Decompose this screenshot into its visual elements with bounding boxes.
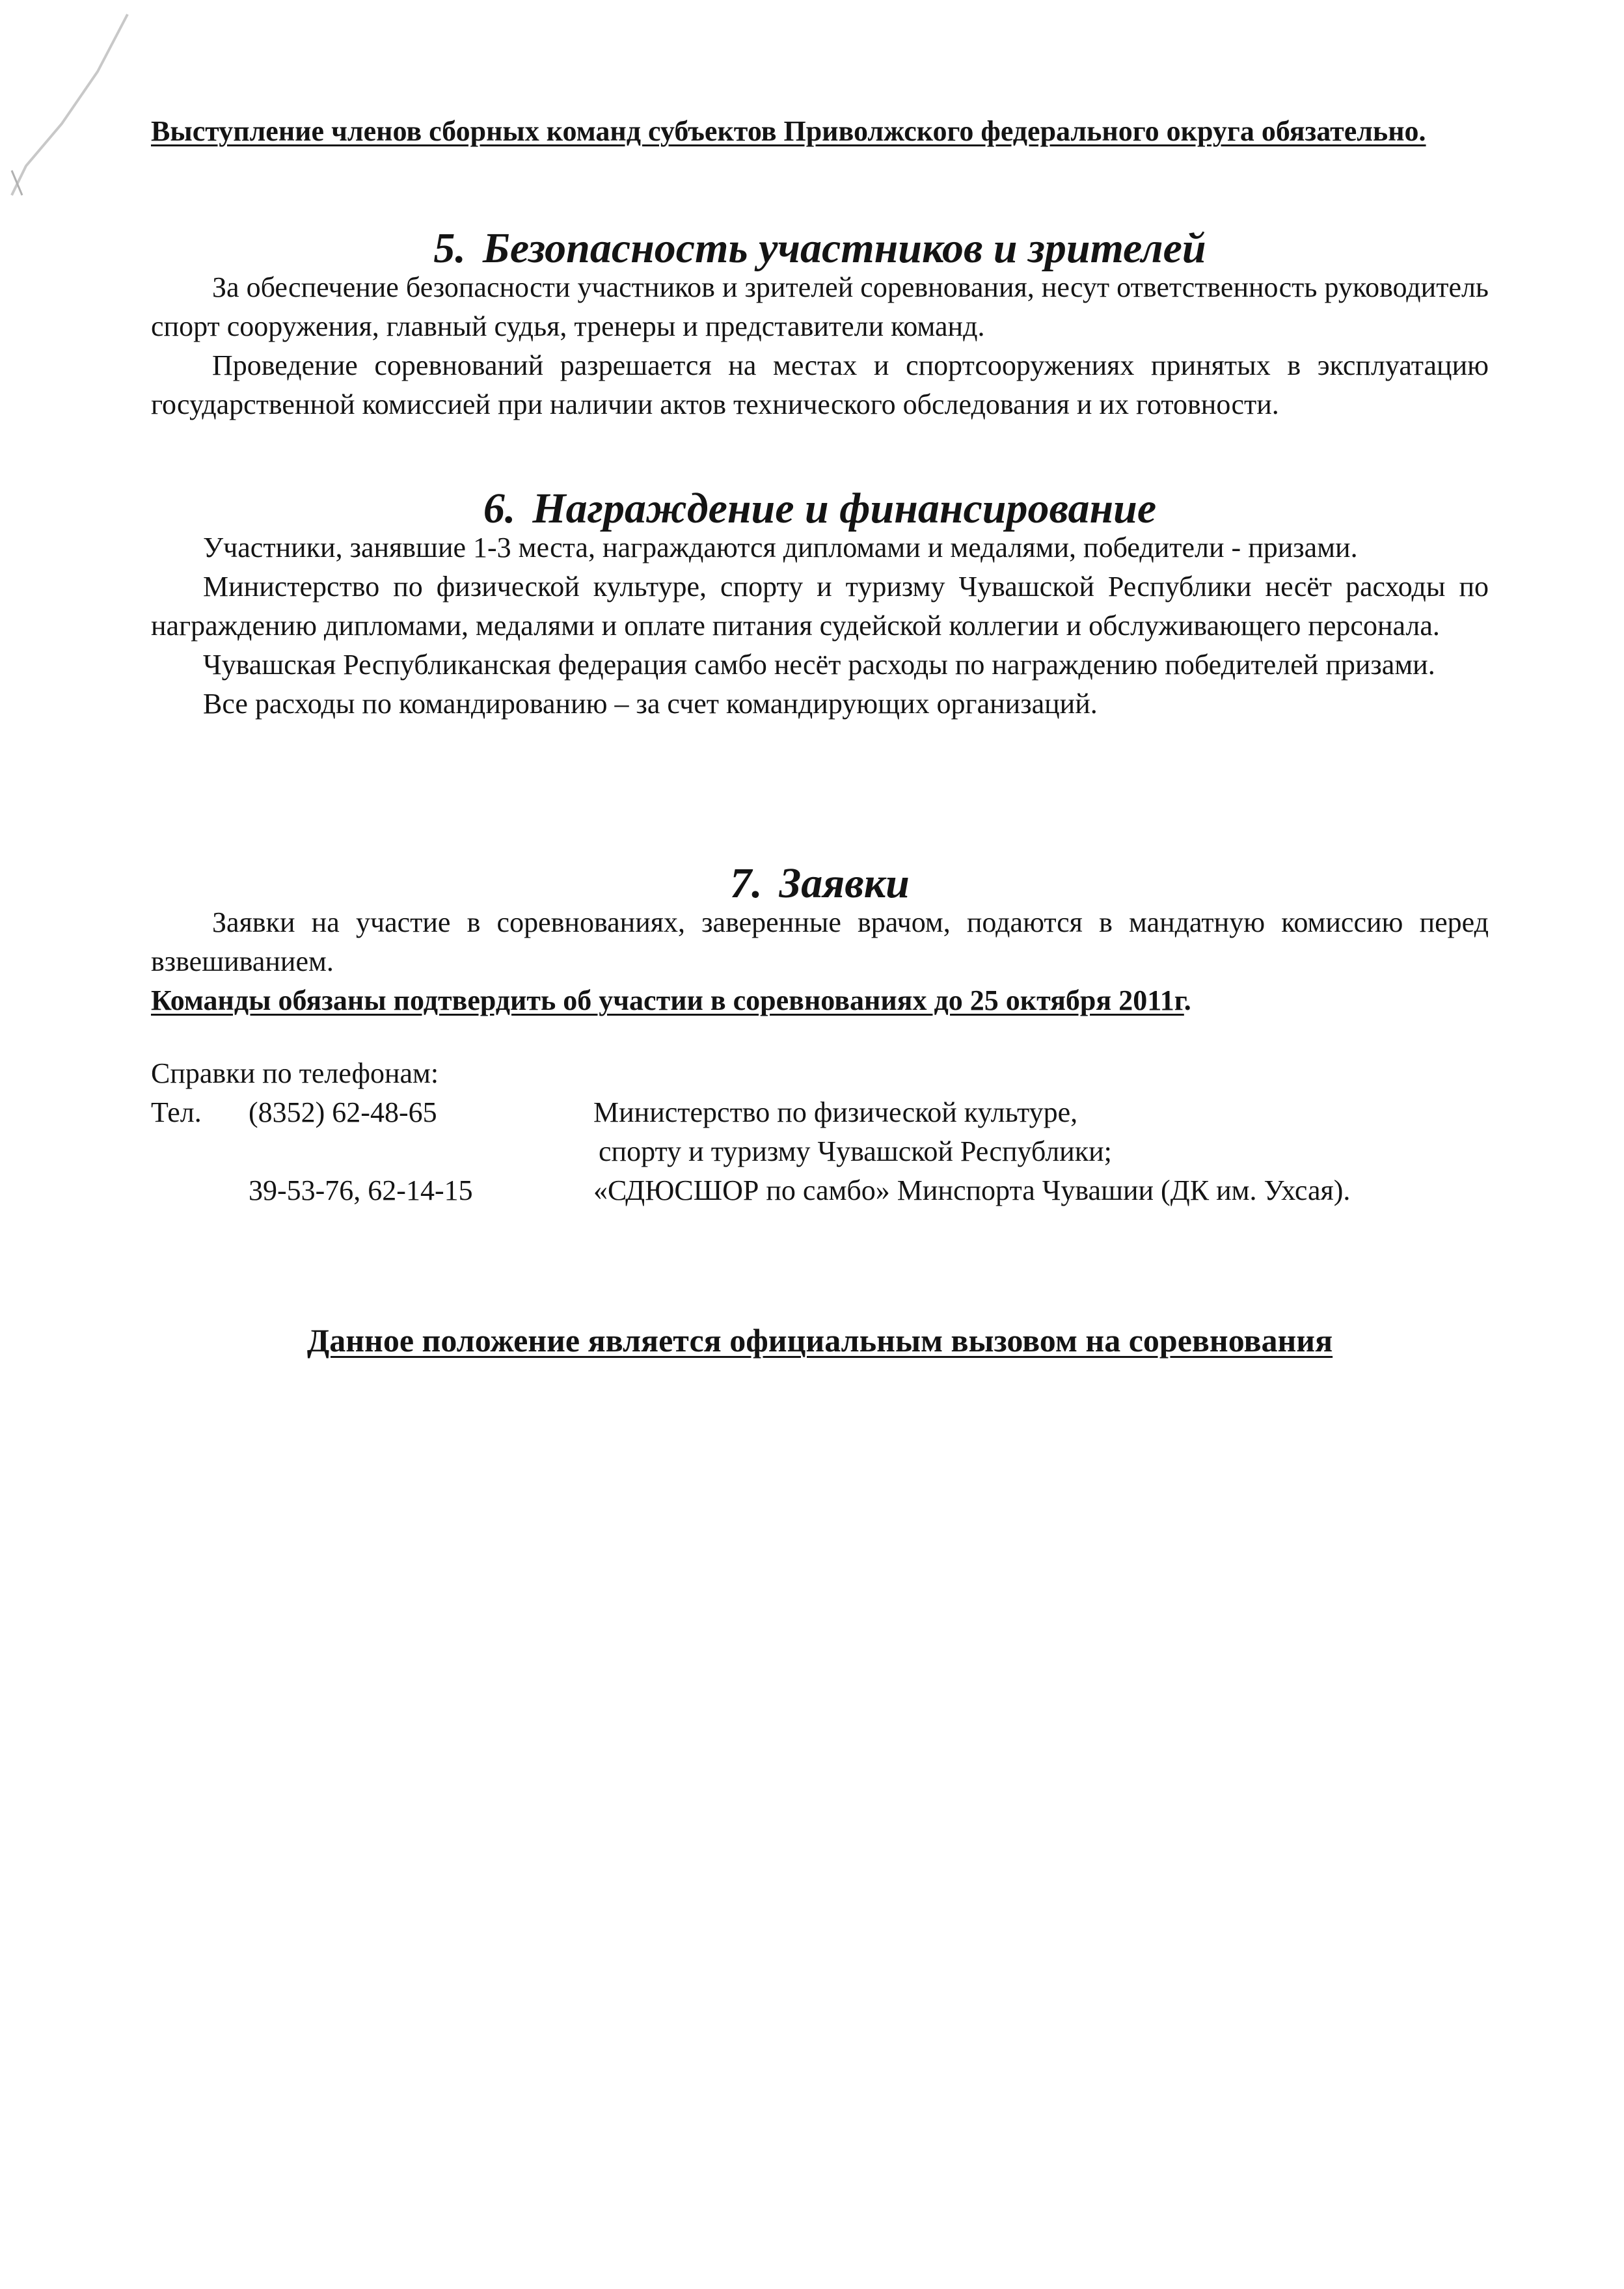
section-6-paragraph-4: Все расходы по командированию – за счет командирующих организаций. [203,688,1098,720]
scan-edge-mark [0,0,169,215]
confirmation-deadline-period: . [1184,984,1191,1016]
phone-2: 39-53-76, 62-14-15 [249,1174,473,1206]
contact-row-2 [151,1132,1489,1171]
section-5-title: Безопасность участников и зрителей [482,224,1206,272]
confirmation-deadline-text: Команды обязаны подтвердить об участии в соревнованиях до 25 октября 2011г [151,984,1184,1016]
section-6-title: Награждение и финансирование [532,485,1157,532]
official-call-statement: Данное положение является официальным вызовом на соревнования [306,1322,1333,1359]
section-7-heading [151,860,1489,907]
section-6-paragraph-3: Чувашская Республиканская федерация самбо несёт расходы по награждению победителей призами. [203,649,1435,681]
section-5-paragraph-1: За обеспечение безопасности участников и зрителей соревнования, несут ответственность руководитель спорт сооружения, главный судья, тренеры и представители команд. [151,271,1489,342]
closing-block [151,1321,1489,1360]
section-6-paragraph-2: Министерство по физической культуре, спорту и туризму Чувашской Республики несёт расходы по награждению дипломами, медалями и оплате питания судейской коллегии и обслуживающего персонала. [151,571,1489,642]
section-6-number: 6. [483,485,516,532]
org-1-line-2: спорту и туризму Чувашской Республики; [599,1135,1112,1167]
section-7-title: Заявки [779,860,910,907]
org-2: «СДЮСШОР по самбо» Минспорта Чувашии (ДК им. Ухсая). [593,1174,1351,1206]
section-5-paragraph-2: Проведение соревнований разрешается на местах и спортсооружениях принятых в эксплуатацию государственной комиссией при наличии актов технического обследования и их готовности. [151,349,1489,420]
section-6-paragraph-1: Участники, занявшие 1-3 места, награждаются дипломами и медалями, победители - призами. [203,532,1358,563]
section-6-heading [151,485,1489,532]
intro-block [151,112,1489,151]
section-7-number: 7. [730,860,763,907]
contact-row-3 [151,1171,1489,1210]
section-5-number: 5. [433,224,466,272]
contacts-block [151,1054,1489,1210]
section-5-heading [151,224,1489,272]
confirmation-deadline [151,981,1489,1020]
section-7-paragraph-1: Заявки на участие в соревнованиях, заверенные врачом, подаются в мандатную комиссию перед взвешиванием. [151,906,1489,977]
section-6 [151,485,1489,724]
phone-1: (8352) 62-48-65 [249,1096,437,1128]
org-1-line-1: Министерство по физической культуре, [593,1096,1078,1128]
mandatory-participation-text: Выступление членов сборных команд субъектов Приволжского федерального округа обязательно. [151,115,1426,147]
contacts-intro: Справки по телефонам: [151,1057,439,1089]
contacts-intro-row [151,1054,1489,1093]
section-5 [151,224,1489,424]
tel-label: Тел. [151,1096,202,1128]
section-7 [151,860,1489,1020]
contact-row-1 [151,1093,1489,1132]
